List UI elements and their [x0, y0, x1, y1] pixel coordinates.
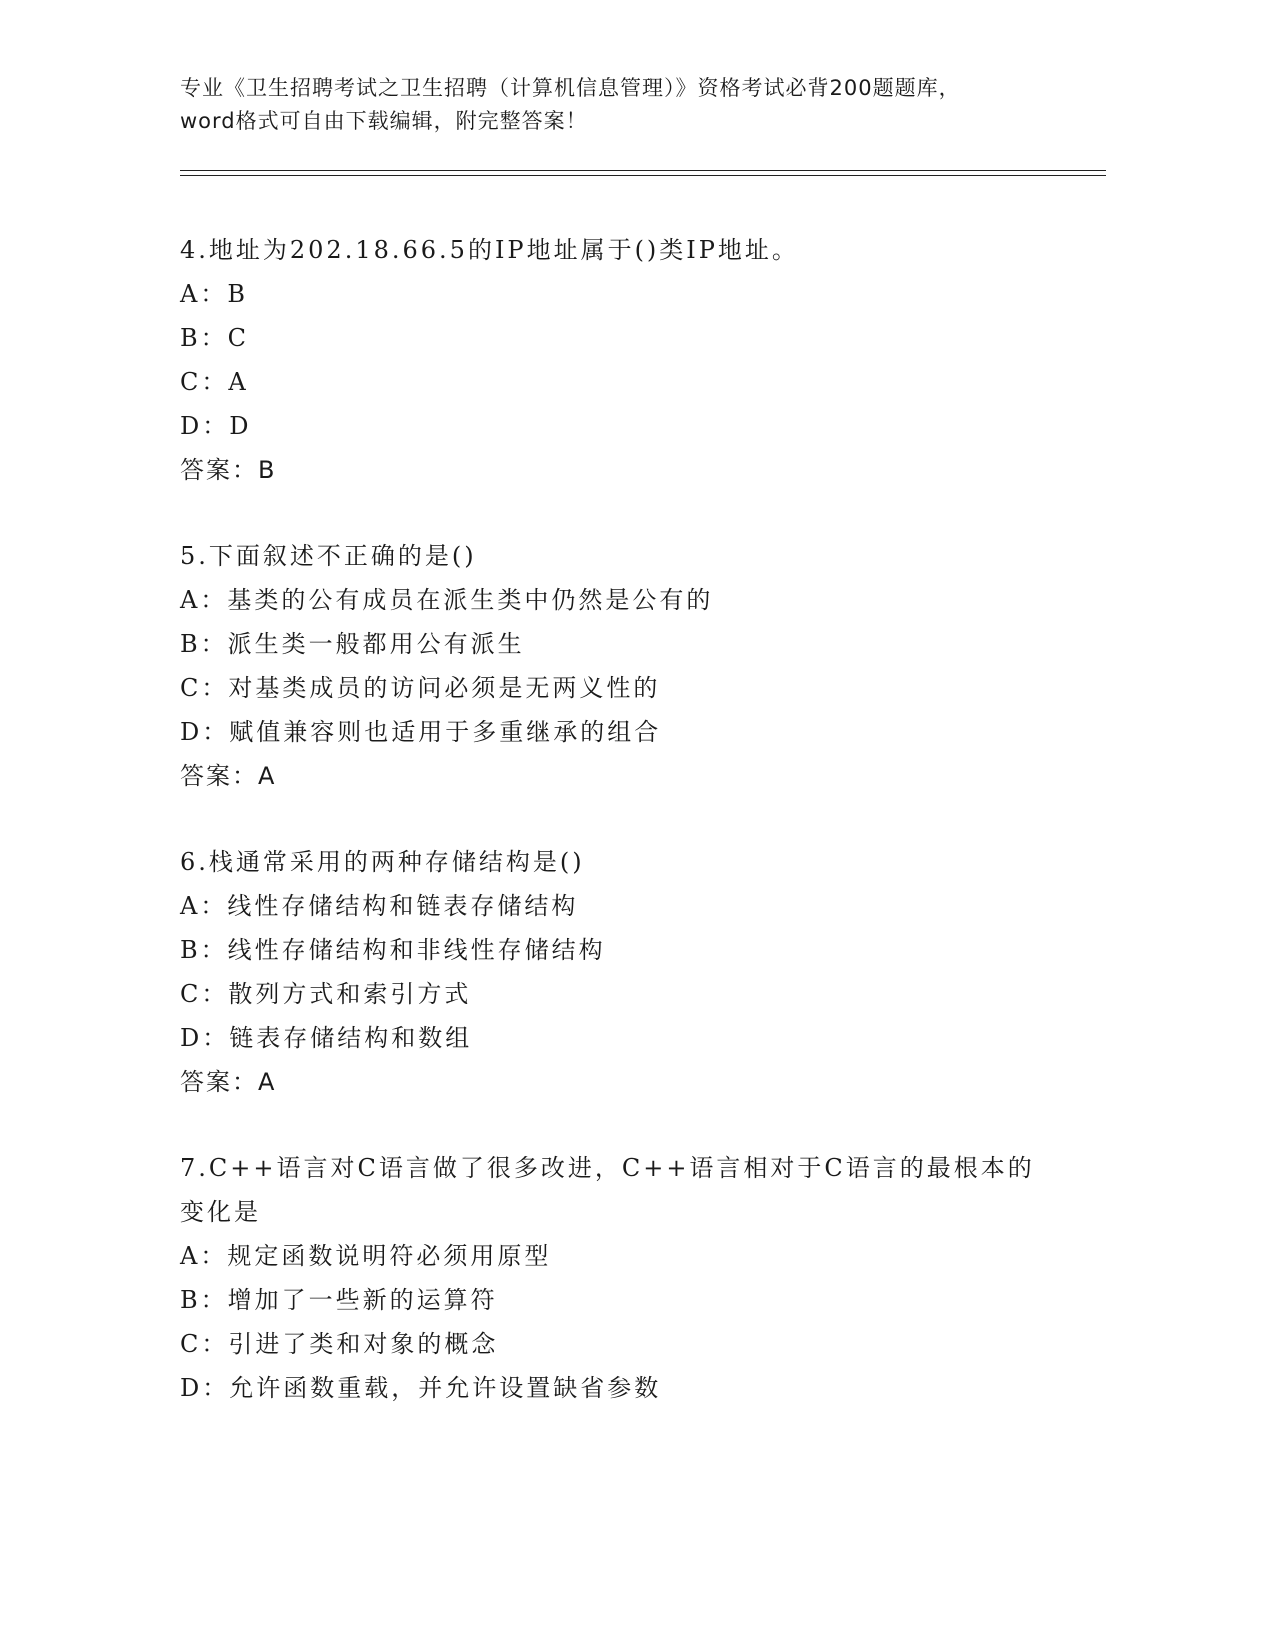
option-a: A：B: [180, 280, 248, 308]
question-list: [180, 228, 1060, 1410]
option-c: C：引进了类和对象的概念: [180, 1330, 499, 1358]
option-b: B：增加了一些新的运算符: [180, 1286, 498, 1314]
option-d: D：允许函数重载，并允许设置缺省参数: [180, 1374, 662, 1402]
option-c: C：对基类成员的访问必须是无两义性的: [180, 674, 661, 702]
option-b: B：线性存储结构和非线性存储结构: [180, 936, 606, 964]
option-a: A：规定函数说明符必须用原型: [180, 1242, 552, 1270]
document-header: [180, 72, 1080, 138]
answer-line: 答案：B: [180, 456, 277, 484]
option-d: D：链表存储结构和数组: [180, 1024, 473, 1052]
question-4: [180, 228, 1060, 492]
question-7: [180, 1146, 1060, 1410]
question-5: [180, 534, 1060, 798]
header-title-line-2: word格式可自由下载编辑，附完整答案！: [180, 109, 588, 133]
header-divider-bottom: [180, 175, 1106, 176]
question-stem: 5.下面叙述不正确的是(): [180, 542, 477, 570]
option-a: A：基类的公有成员在派生类中仍然是公有的: [180, 586, 714, 614]
answer-line: 答案：A: [180, 762, 277, 790]
answer-line: 答案：A: [180, 1068, 277, 1096]
question-stem: 7.C++语言对C语言做了很多改进，C++语言相对于C语言的最根本的变化是: [180, 1154, 1035, 1226]
header-divider-top: [180, 170, 1106, 171]
option-c: C：散列方式和索引方式: [180, 980, 472, 1008]
option-d: D：赋值兼容则也适用于多重继承的组合: [180, 718, 662, 746]
question-6: [180, 840, 1060, 1104]
option-b: B：派生类一般都用公有派生: [180, 630, 525, 658]
option-d: D：D: [180, 412, 252, 440]
option-a: A：线性存储结构和链表存储结构: [180, 892, 579, 920]
option-b: B：C: [180, 324, 249, 352]
header-title-line-1: 专业《卫生招聘考试之卫生招聘（计算机信息管理）》资格考试必背200题题库，: [180, 76, 961, 100]
question-stem: 4.地址为202.18.66.5的IP地址属于()类IP地址。: [180, 236, 799, 264]
question-stem: 6.栈通常采用的两种存储结构是(): [180, 848, 585, 876]
option-c: C：A: [180, 368, 249, 396]
